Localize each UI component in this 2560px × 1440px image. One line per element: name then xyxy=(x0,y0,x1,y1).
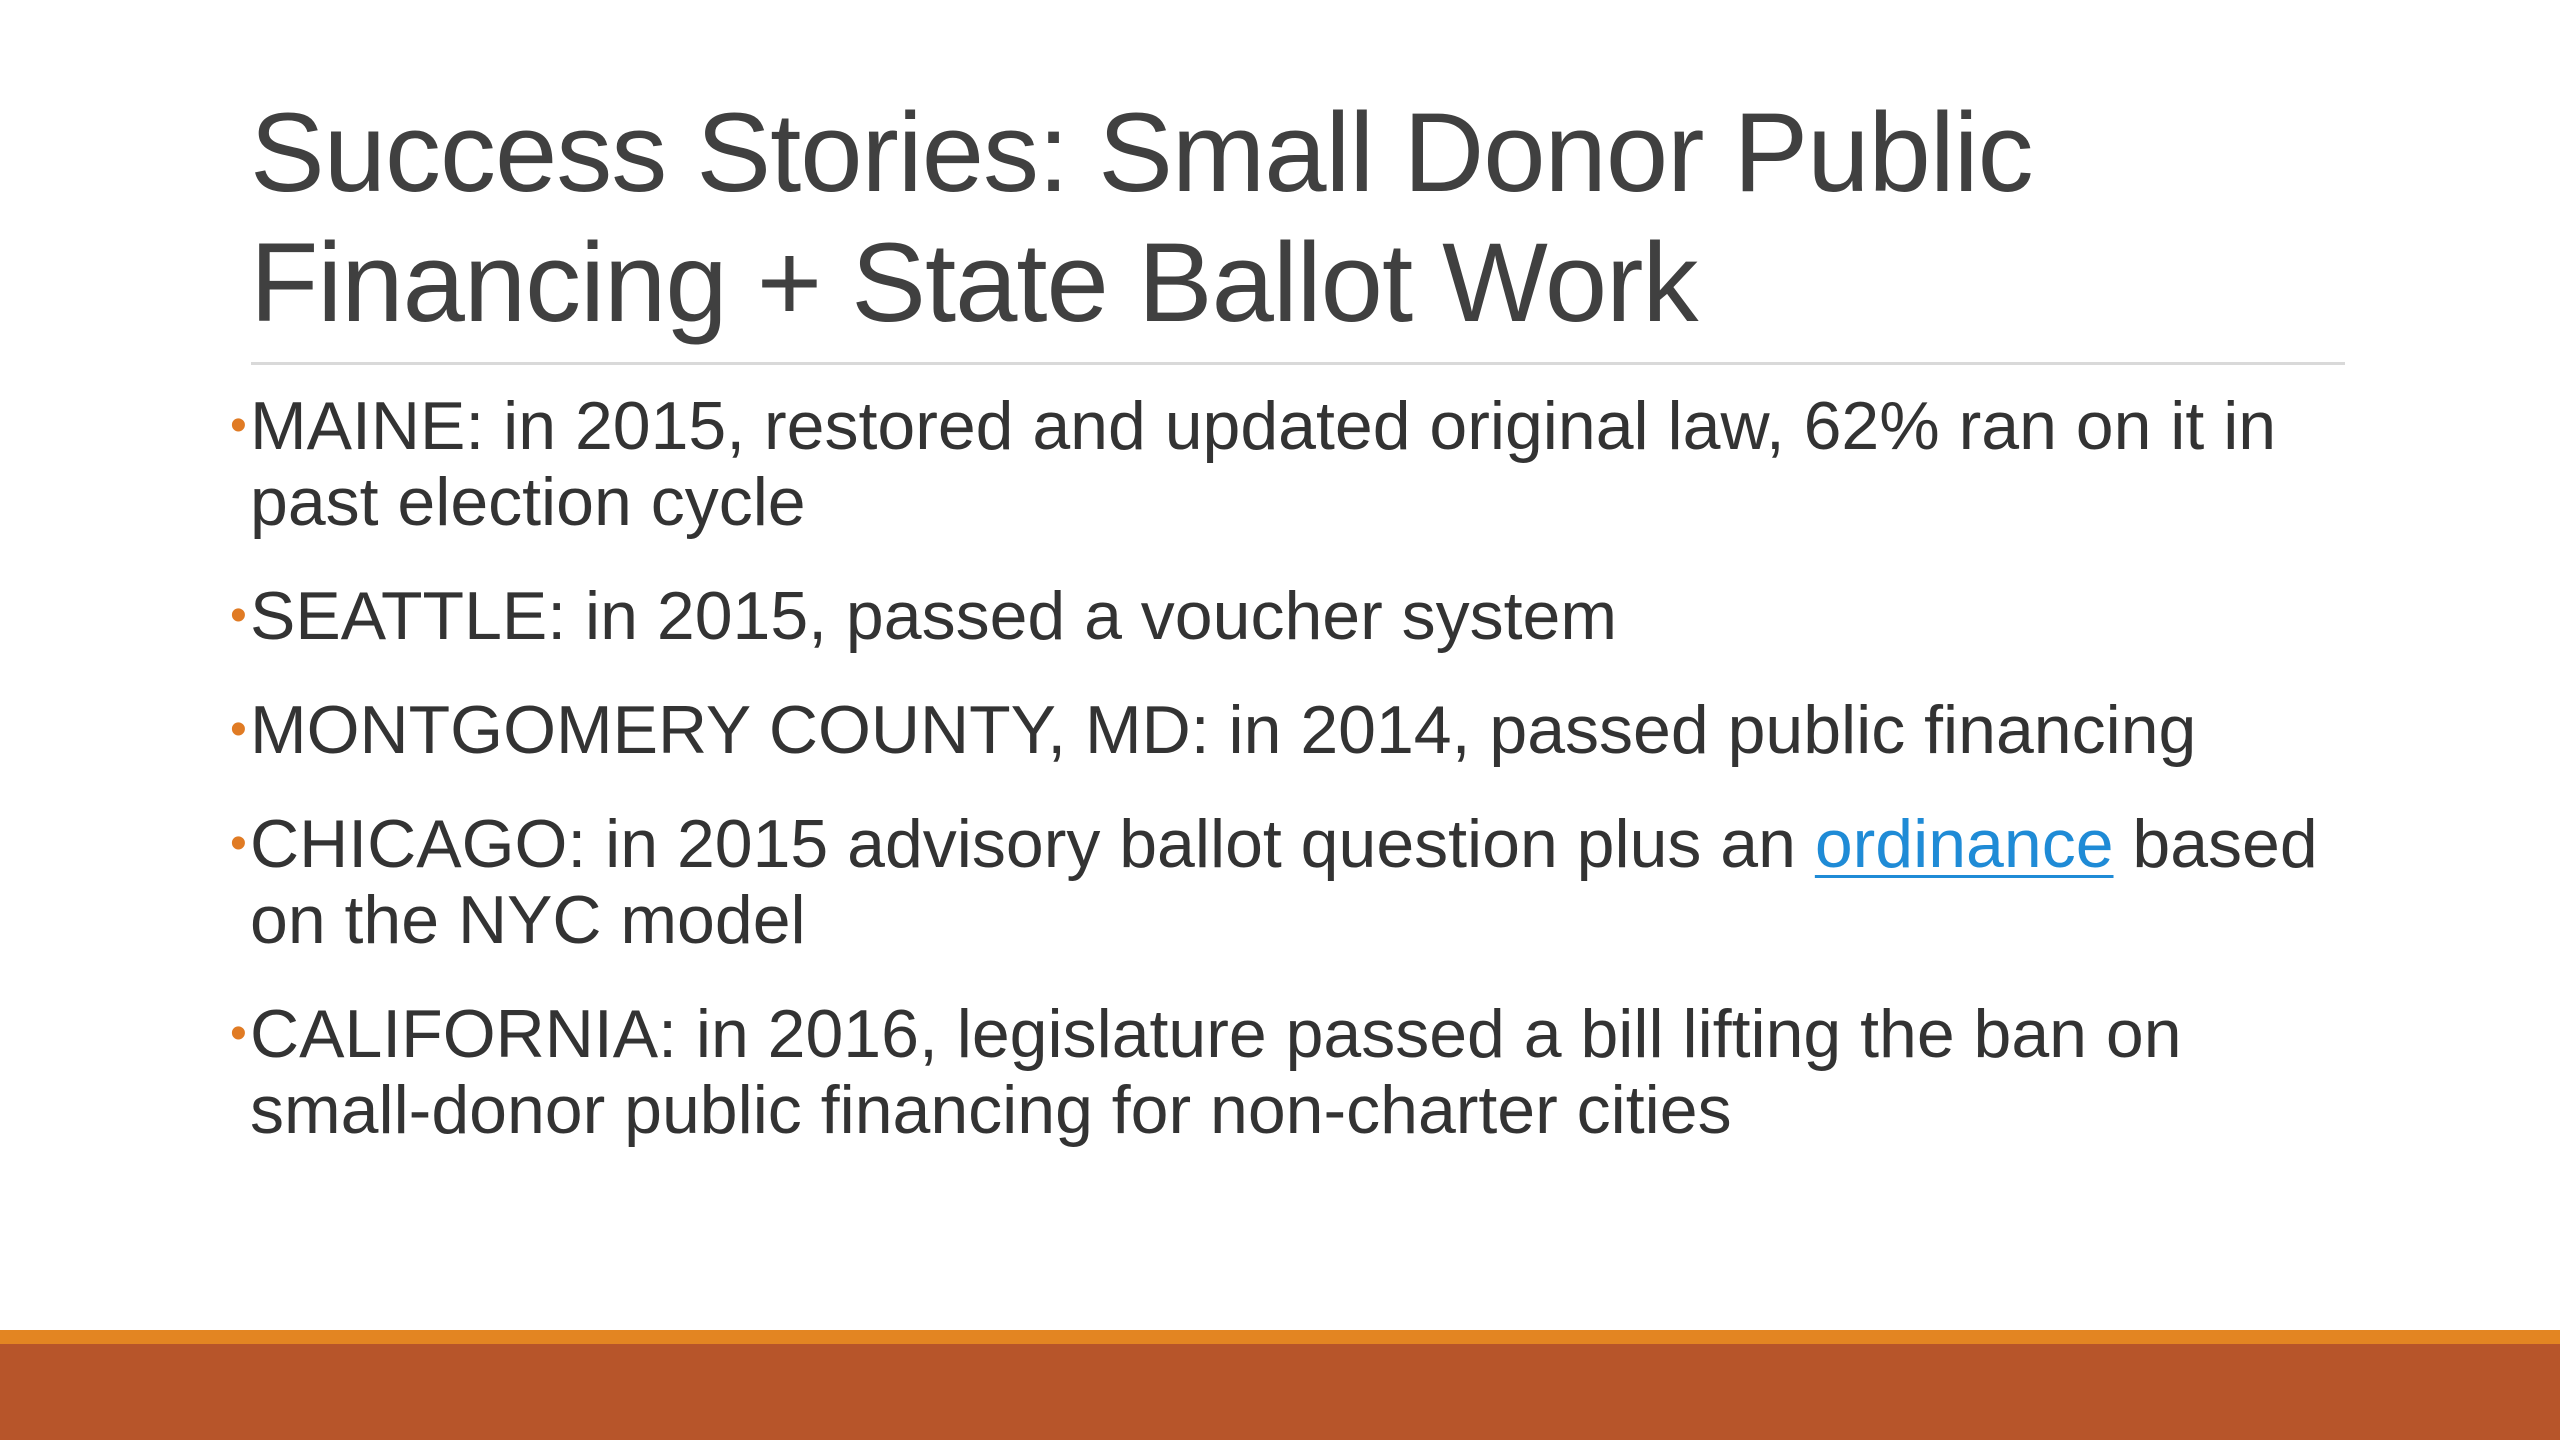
bullet-list xyxy=(228,388,2348,1186)
bullet-text: MONTGOMERY COUNTY, MD: in 2014, passed public financing xyxy=(250,692,2197,768)
bullet-maine xyxy=(228,388,2348,540)
title-line-1: Success Stories: Small Donor Public xyxy=(250,90,2033,215)
bullet-dot-icon: • xyxy=(230,703,247,756)
bullet-montgomery xyxy=(228,692,2348,768)
title-divider xyxy=(251,362,2345,365)
bullet-chicago xyxy=(228,806,2348,958)
bullet-seattle xyxy=(228,578,2348,654)
slide-title xyxy=(250,88,2350,348)
bullet-text-after-link: based on the NYC model xyxy=(250,806,2318,958)
bullet-text: MAINE: in 2015, restored and updated original law, 62% ran on it in past election cycle xyxy=(250,388,2277,540)
footer-band xyxy=(0,1344,2560,1440)
bullet-text: SEATTLE: in 2015, passed a voucher system xyxy=(250,578,1617,654)
bullet-dot-icon: • xyxy=(230,1007,247,1060)
bullet-california xyxy=(228,996,2348,1148)
footer-accent-stripe xyxy=(0,1330,2560,1344)
bullet-dot-icon: • xyxy=(230,817,247,870)
bullet-dot-icon: • xyxy=(230,589,247,642)
bullet-text: CALIFORNIA: in 2016, legislature passed a bill lifting the ban on small-donor public financing for non-charter cities xyxy=(250,996,2182,1148)
bullet-text-before-link: CHICAGO: in 2015 advisory ballot question plus an xyxy=(250,806,1815,882)
bullet-dot-icon: • xyxy=(230,399,247,452)
title-line-2: Financing + State Ballot Work xyxy=(250,220,1698,345)
ordinance-link[interactable]: ordinance xyxy=(1814,806,2114,882)
